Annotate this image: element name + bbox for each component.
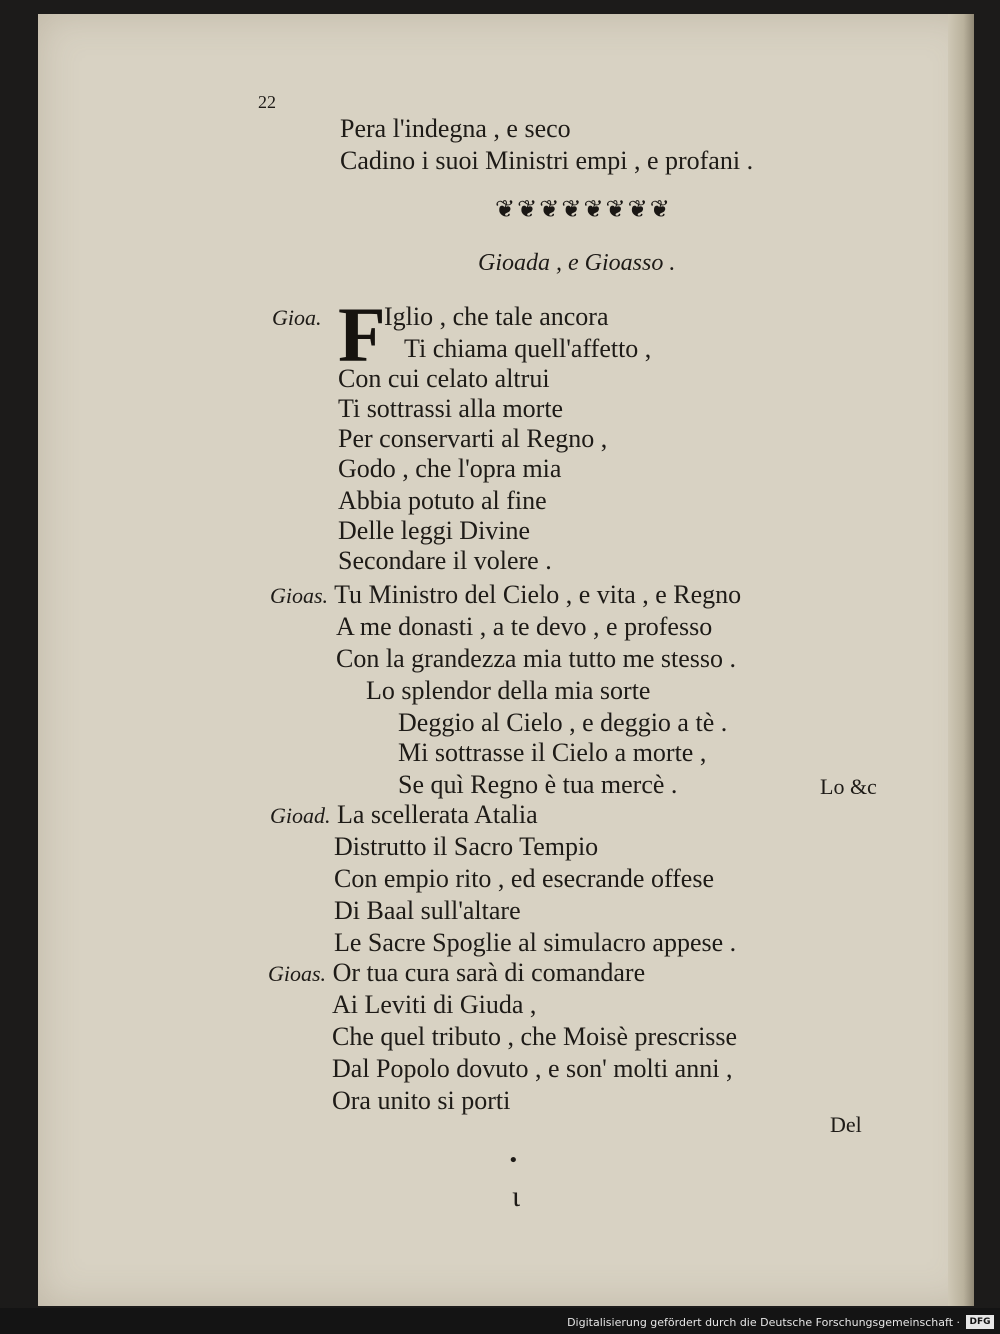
verse-line: Secondare il volere . [338,546,552,575]
verse-line: Delle leggi Divine [338,516,531,545]
catchword-del: Del [830,1112,862,1137]
verse-line: Se quì Regno è tua mercè . [398,770,678,799]
verse-line: Con empio rito , ed esecrande offese [334,864,714,893]
verse-line: Gioas. Or tua cura sarà di comandare [268,958,646,987]
verse-line: Deggio al Cielo , e deggio a tè . [398,708,728,737]
verse-line: Iglio , che tale ancora [384,302,609,331]
speaker-label: Gioas. [268,961,327,986]
verse-line: Gioas. Tu Ministro del Cielo , e vita , e Regno [270,580,742,609]
verse-line: Ora unito si porti [332,1086,511,1115]
verse-line: Abbia potuto al fine [338,486,547,515]
page-number: 22 [258,92,276,112]
catchword-lo: Lo &c [820,774,877,799]
verse-line: Di Baal sull'altare [334,896,521,925]
verse-line: Ti sottrassi alla morte [338,394,564,423]
verse-line: Le Sacre Spoglie al simulacro appese . [334,928,737,957]
verse-line: Ai Leviti di Giuda , [332,990,537,1019]
verse-line: Pera l'indegna , e seco [340,114,571,143]
speaker-label: Gioa. [272,305,322,330]
verse-line [272,302,322,333]
verse-line: A me donasti , a te devo , e professo [336,612,713,641]
verse-line: Ti chiama quell'affetto , [404,334,652,363]
verse-line: Con la grandezza mia tutto me stesso . [336,644,737,673]
ornament-divider: ❦❦❦❦❦❦❦❦ [495,195,672,223]
verse-line: Con cui celato altrui [338,364,550,393]
ink-mark: ɩ [512,1180,521,1213]
verse-line: Mi sottrasse il Cielo a morte , [398,738,707,767]
verse-line: Per conservarti al Regno , [338,424,608,453]
verse-line: Distrutto il Sacro Tempio [334,832,599,861]
verse-line: Lo splendor della mia sorte [366,676,651,705]
dfg-logo-icon: DFG [966,1315,994,1329]
ink-dot: • [508,1150,519,1171]
drop-cap: F [338,291,386,378]
verse-line: Gioad. La scellerata Atalia [270,800,538,829]
verse-line: Dal Popolo dovuto , e son' molti anni , [332,1054,733,1083]
footer-credit: Digitalisierung gefördert durch die Deutsche Forschungsgemeinschaft · [567,1316,960,1329]
verse-line: Godo , che l'opra mia [338,454,562,483]
verse-line: Che quel tributo , che Moisè prescrisse [332,1022,738,1051]
speaker-label: Gioad. [270,803,331,828]
scene-heading: Gioada , e Gioasso . [478,250,676,276]
footer-bar [0,1308,1000,1334]
verse-line: Cadino i suoi Ministri empi , e profani . [340,146,754,175]
speaker-label: Gioas. [270,583,329,608]
page-gutter [948,14,974,1306]
